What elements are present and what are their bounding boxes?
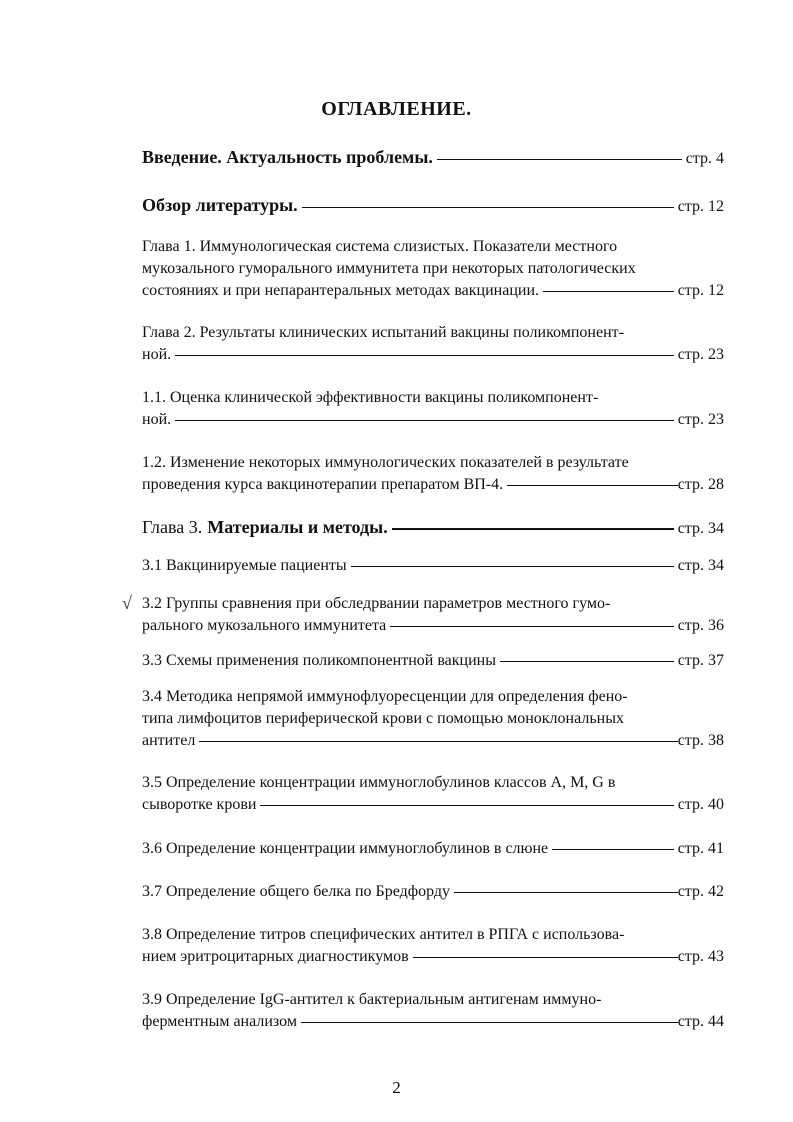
leader-line [199,741,677,742]
entry-line: 3.5 Определение концентрации иммуноглобулинов классов А, М, G в [142,774,616,791]
entry-page: стр. 40 [677,796,724,813]
entry-line: 3.8 Определение титров специфических антител в РПГА с использова- [142,926,625,943]
leader-line [175,355,674,356]
entry-page: стр. 37 [677,652,724,669]
entry-page: стр. 4 [685,150,724,167]
leader-line [543,291,674,292]
leader-line [390,626,673,627]
entry-line: 1.2. Изменение некоторых иммунологических показателей в результате [142,454,629,471]
toc-entry-3-4 [142,686,724,752]
page-number: 2 [392,1078,401,1097]
toc-entry-chapter-1 [142,236,724,302]
toc-entry-chapter-3 [142,516,724,540]
entry-page: стр. 38 [677,732,724,749]
leader-line [260,805,673,806]
entry-last-line: ной. [142,411,172,428]
toc-entry-3-8 [142,924,724,968]
toc-entry-3-9 [142,989,724,1033]
entry-page: стр. 23 [677,346,724,363]
leader-line [500,661,674,662]
entry-text: Введение. Актуальность проблемы. [142,147,433,167]
entry-last-line: ферментным анализом [142,1013,297,1030]
entry-text: 3.1 Вакцинируемые пациенты [142,557,347,574]
entry-line: мукозального гуморального иммунитета при некоторых патологических [142,260,636,277]
leader-line [437,159,682,160]
page-title: ОГЛАВЛЕНИЕ. [321,98,472,120]
leader-line [302,207,674,208]
toc-entry-3-5 [142,772,724,816]
entry-page: стр. 34 [677,557,724,574]
entry-page: стр. 44 [677,1013,724,1030]
entry-page: стр. 12 [677,282,724,299]
toc-entry-3-3 [142,650,724,672]
toc-entry-introduction [142,146,724,170]
entry-last-line: сыворотке крови [142,796,257,813]
entry-last-line: нием эритроцитарных диагностикумов [142,948,409,965]
toc-entry-1-2 [142,452,724,496]
entry-text: 3.7 Определение общего белка по Бредфорду [142,883,451,900]
entry-last-line: проведения курса вакцинотерапии препаратом ВП-4. [142,476,504,493]
entry-text: Обзор литературы. [142,195,298,215]
entry-text: 3.3 Схемы применения поликомпонентной вакцины [142,652,496,669]
entry-page: стр. 12 [677,198,724,215]
entry-page: стр. 28 [677,476,724,493]
leader-line [301,1022,678,1023]
leader-line [454,892,678,893]
leader-line [507,485,678,486]
entry-line: Глава 1. Иммунологическая система слизистых. Показатели местного [142,238,618,255]
handwritten-check-mark: √ [122,593,132,613]
entry-last-line: антител [142,732,196,749]
entry-page: стр. 41 [677,840,724,857]
leader-line [175,420,674,421]
entry-page: стр. 43 [677,948,724,965]
entry-last-line: рального мукозального иммунитета [142,617,387,634]
entry-line: типа лимфоцитов периферической крови с помощью моноклональных [142,710,624,727]
leader-line [413,957,678,958]
toc-entry-3-6 [142,838,724,860]
entry-line: Глава 2. Результаты клинических испытаний вакцины поликомпонент- [142,324,624,341]
leader-line [351,566,674,567]
entry-last-line: ной. [142,346,172,363]
toc-entry-3-7 [142,881,724,903]
entry-line: 3.4 Методика непрямой иммунофлуоресценции для определения фено- [142,688,628,705]
entry-last-line: состояниях и при непарантеральных методах вакцинации. [142,282,540,299]
entry-line: 1.1. Оценка клинической эффективности вакцины поликомпонент- [142,389,599,406]
toc-entry-1-1 [142,387,724,431]
toc-entry-3-2 [142,593,724,637]
entry-page: стр. 36 [677,617,724,634]
leader-line [552,849,674,850]
entry-text: 3.6 Определение концентрации иммуноглобулинов в слюне [142,840,549,857]
toc-entry-literature-review [142,194,724,218]
entry-page: стр. 34 [677,520,724,537]
entry-line: 3.9 Определение IgG-антител к бактериальным антигенам иммуно- [142,991,602,1008]
toc-entry-3-1 [142,555,724,577]
entry-page: стр. 42 [677,883,724,900]
toc-entry-chapter-2 [142,322,724,366]
entry-text: Материалы и методы. [207,517,388,537]
entry-prefix: Глава 3. [142,517,203,537]
leader-line [392,528,674,530]
entry-page: стр. 23 [677,411,724,428]
entry-line: 3.2 Группы сравнения при обследрвании параметров местного гумо- [142,595,611,612]
